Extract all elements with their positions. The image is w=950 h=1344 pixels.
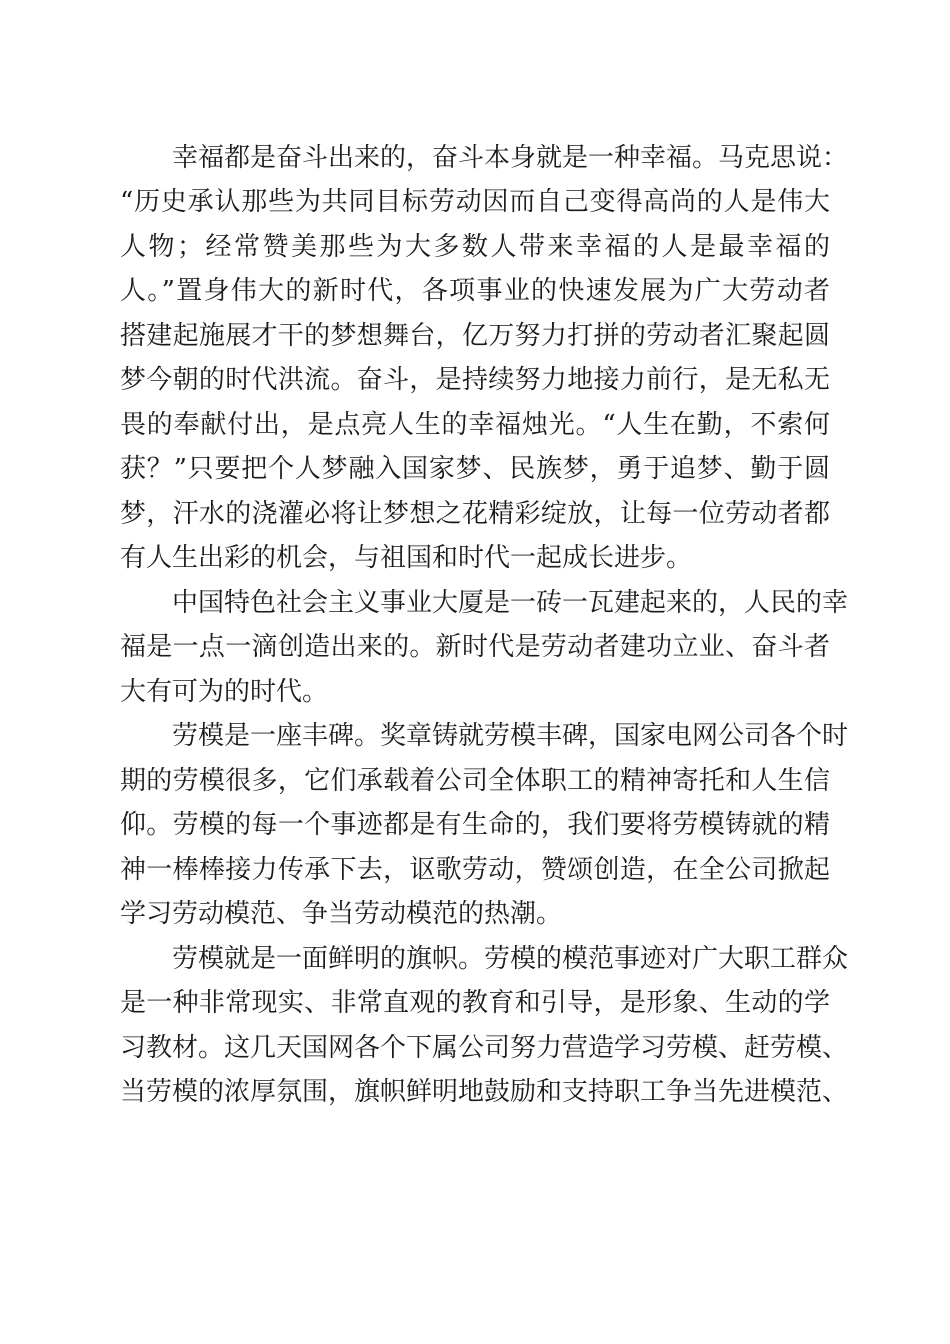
- text-line: “历史承认那些为共同目标劳动因而自己变得高尚的人是伟大: [120, 187, 830, 217]
- text-line: 幸福都是奋斗出来的，奋斗本身就是一种幸福。马克思说：: [172, 143, 849, 173]
- text-line: 劳模就是一面鲜明的旗帜。劳模的模范事迹对广大职工群众: [172, 944, 849, 974]
- text-line: 畏的奉献付出，是点亮人生的幸福烛光。“人生在勤，不索何: [120, 410, 830, 440]
- text-line: 有人生出彩的机会，与祖国和时代一起成长进步。: [120, 543, 693, 573]
- text-line: 习教材。这几天国网各个下属公司努力营造学习劳模、赶劳模、: [120, 1033, 849, 1063]
- text-line: 获？”只要把个人梦融入国家梦、民族梦，勇于追梦、勤于圆: [120, 454, 830, 484]
- text-line: 仰。劳模的每一个事迹都是有生命的，我们要将劳模铸就的精: [120, 810, 830, 840]
- text-line: 神一棒棒接力传承下去，讴歌劳动，赞颂创造，在全公司掀起: [120, 855, 830, 885]
- text-line: 当劳模的浓厚氛围，旗帜鲜明地鼓励和支持职工争当先进模范、: [120, 1077, 849, 1107]
- text-line: 劳模是一座丰碑。奖章铸就劳模丰碑，国家电网公司各个时: [172, 721, 849, 751]
- text-line: 是一种非常现实、非常直观的教育和引导，是形象、生动的学: [120, 988, 830, 1018]
- text-line: 搭建起施展才干的梦想舞台，亿万努力打拼的劳动者汇聚起圆: [120, 321, 830, 351]
- text-line: 大有可为的时代。: [120, 677, 329, 707]
- text-line: 中国特色社会主义事业大厦是一砖一瓦建起来的，人民的幸: [172, 588, 849, 618]
- text-line: 梦，汗水的浇灌必将让梦想之花精彩绽放，让每一位劳动者都: [120, 499, 830, 529]
- text-line: 人物；经常赞美那些为大多数人带来幸福的人是最幸福的: [120, 232, 830, 262]
- text-line: 学习劳动模范、争当劳动模范的热潮。: [120, 899, 563, 929]
- text-line: 福是一点一滴创造出来的。新时代是劳动者建功立业、奋斗者: [120, 632, 830, 662]
- text-line: 梦今朝的时代洪流。奋斗，是持续努力地接力前行，是无私无: [120, 365, 830, 395]
- text-line: 期的劳模很多，它们承载着公司全体职工的精神寄托和人生信: [120, 766, 830, 796]
- text-line: 人。”置身伟大的新时代，各项事业的快速发展为广大劳动者: [120, 276, 830, 306]
